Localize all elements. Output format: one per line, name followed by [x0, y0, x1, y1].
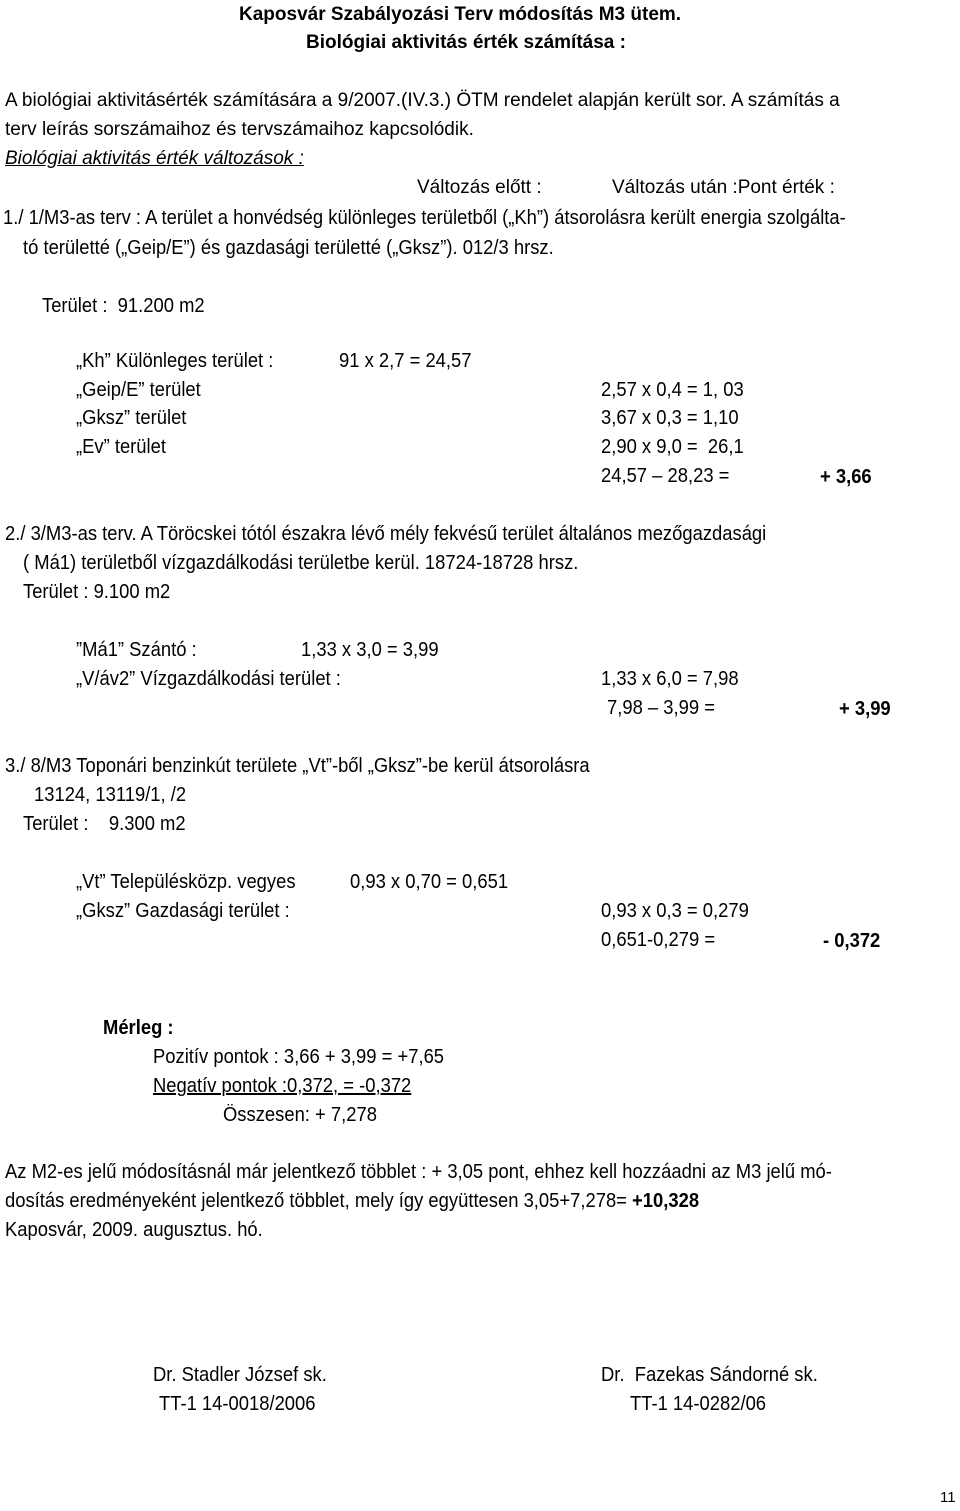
conclusion-line-2 — [5, 1191, 699, 1211]
item1-result: + 3,66 — [820, 466, 872, 488]
signature-name: Dr. Stadler József sk. — [153, 1364, 327, 1386]
balance-negative: Negatív pontok :0,372, = -0,372 — [153, 1075, 412, 1097]
item2-line-1: 2./ 3/M3-as terv. A Töröcskei tótól északra lévő mély fekvésű terület általános mezőgazdasági — [5, 523, 767, 545]
item2-row-calc: 1,33 x 6,0 = 7,98 — [601, 668, 739, 690]
signature-code: TT-1 14-0018/2006 — [159, 1393, 316, 1415]
item2-row-calc: 1,33 x 3,0 = 3,99 — [301, 639, 439, 661]
item2-area: Terület : 9.100 m2 — [23, 581, 171, 603]
balance-heading: Mérleg : — [103, 1017, 174, 1039]
conclusion-text: dosítás eredményeként jelentkező többlet, mely így együttesen 3,05+7,278= — [5, 1190, 633, 1212]
item1-difference: 24,57 – 28,23 = — [601, 465, 730, 487]
item1-line-2: tó területté („Geip/E”) és gazdasági területté („Gksz”). 012/3 hrsz. — [23, 237, 554, 259]
item1-row-calc: 2,90 x 9,0 = 26,1 — [601, 436, 744, 458]
page-subtitle: Biológiai aktivitás érték számítása : — [306, 32, 626, 53]
item2-row-label: ”Má1” Szántó : — [76, 639, 197, 661]
item2-difference: 7,98 – 3,99 = — [607, 697, 715, 719]
balance-positive: Pozitív pontok : 3,66 + 3,99 = +7,65 — [153, 1046, 445, 1068]
column-after-points: Változás után :Pont érték : — [612, 177, 835, 198]
item1-row-label: „Ev” terület — [76, 436, 166, 458]
item3-line-2: 13124, 13119/1, /2 — [34, 784, 187, 806]
item3-difference: 0,651-0,279 = — [601, 929, 716, 951]
item1-row-label: „Kh” Különleges terület : — [76, 350, 274, 372]
balance-total: Összesen: + 7,278 — [223, 1104, 377, 1126]
item1-row-calc: 3,67 x 0,3 = 1,10 — [601, 407, 739, 429]
conclusion-date: Kaposvár, 2009. augusztus. hó. — [5, 1219, 263, 1241]
item1-row-calc: 91 x 2,7 = 24,57 — [339, 350, 472, 372]
conclusion-line-1: Az M2-es jelű módosításnál már jelentkező többlet : + 3,05 pont, ehhez kell hozzáadni az M3 jelű mó- — [5, 1161, 832, 1183]
item2-row-label: „V/áv2” Vízgazdálkodási terület : — [76, 668, 341, 690]
page-title: Kaposvár Szabályozási Terv módosítás M3 ütem. — [239, 4, 682, 25]
item2-line-2: ( Má1) területből vízgazdálkodási területbe kerül. 18724-18728 hrsz. — [23, 552, 579, 574]
signature-name: Dr. Fazekas Sándorné sk. — [601, 1364, 818, 1386]
item3-area: Terület : 9.300 m2 — [23, 813, 186, 835]
conclusion-total: +10,328 — [632, 1190, 700, 1212]
signature-code: TT-1 14-0282/06 — [630, 1393, 767, 1415]
item3-row-calc: 0,93 x 0,70 = 0,651 — [350, 871, 509, 893]
item1-row-calc: 2,57 x 0,4 = 1, 03 — [601, 379, 744, 401]
item2-result: + 3,99 — [839, 698, 891, 720]
intro-line-2: terv leírás sorszámaihoz és tervszámaihoz kapcsolódik. — [5, 119, 474, 140]
intro-line-1: A biológiai aktivitásérték számítására a 9/2007.(IV.3.) ÖTM rendelet alapján került sor. A számítás a — [5, 90, 840, 111]
item1-row-label: „Geip/E” terület — [76, 379, 201, 401]
item3-line-1: 3./ 8/M3 Toponári benzinkút területe „Vt”-ből „Gksz”-be kerül átsorolásra — [5, 755, 590, 777]
column-before: Változás előtt : — [417, 177, 542, 198]
item1-line-1: 1./ 1/M3-as terv : A terület a honvédség különleges területből („Kh”) átsorolásra került energia szolgálta- — [3, 207, 846, 229]
item3-row-label: „Gksz” Gazdasági terület : — [76, 900, 290, 922]
item3-result: - 0,372 — [823, 930, 881, 952]
page-number: 11 — [940, 1489, 956, 1506]
item1-row-label: „Gksz” terület — [76, 407, 187, 429]
item3-row-label: „Vt” Településközp. vegyes — [76, 871, 296, 893]
item3-row-calc: 0,93 x 0,3 = 0,279 — [601, 900, 749, 922]
item1-area: Terület : 91.200 m2 — [42, 295, 205, 317]
changes-heading: Biológiai aktivitás érték változások : — [5, 148, 304, 169]
